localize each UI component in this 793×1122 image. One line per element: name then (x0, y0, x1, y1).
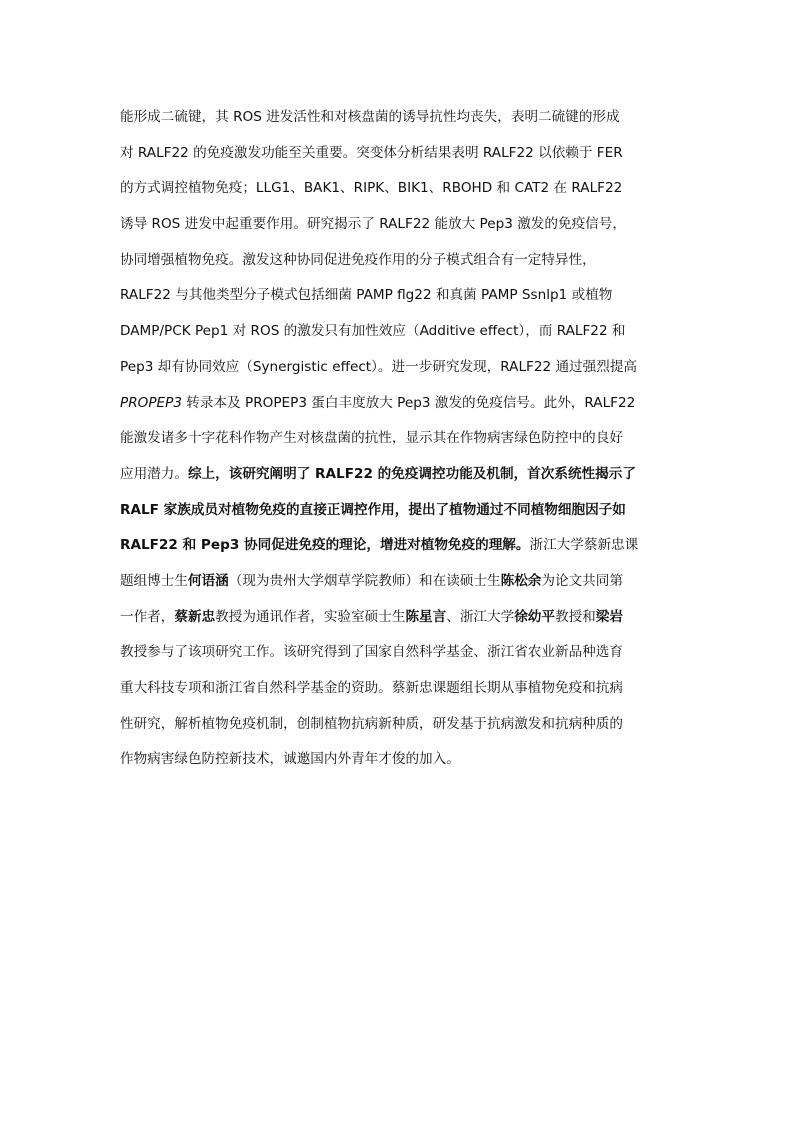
text-run: 的方式调控植物免疫；LLG1、BAK1、RIPK、BIK1、RBOHD 和 CAT2 在 RALF22 (120, 180, 623, 197)
text-line (120, 425, 676, 461)
text-line (120, 140, 676, 176)
text-line (120, 711, 676, 747)
text-run: 性研究，解析植物免疫机制，创制植物抗病新种质，研发基于抗病激发和抗病种质的 (120, 715, 623, 732)
text-run: DAMP/PCK Pep1 对 ROS 的激发只有加性效应（Additive effect），而 RALF22 和 (120, 323, 626, 340)
bold-text: 徐幼平 (514, 608, 555, 625)
bold-text: 蔡新忠 (174, 608, 216, 625)
text-run: （现为贵州大学烟草学院教师）和在读硕士生 (228, 572, 501, 589)
text-run: 重大科技专项和浙江省自然科学基金的资助。蔡新忠课题组长期从事植物免疫和抗病 (120, 680, 623, 696)
text-run: 转录本及 PROPEP3 蛋白丰度放大 Pep3 激发的免疫信号。此外，RALF22 (181, 394, 636, 411)
text-line (120, 247, 676, 283)
bold-text: RALF22 和 Pep3 协同促进免疫的理论，增进对植物免疫的理解。 (120, 537, 530, 554)
text-run: 、浙江大学 (446, 608, 515, 625)
text-run: 为论文共同第 (541, 572, 623, 589)
bold-text: RALF 家族成员对植物免疫的直接正调控作用，提出了植物通过不同植物细胞因子如 (120, 501, 626, 518)
bold-text: 陈松余 (500, 572, 542, 589)
bold-text: 综上，该研究阐明了 RALF22 的免疫调控功能及机制，首次系统性揭示了 (187, 465, 636, 482)
text-line (120, 211, 676, 247)
text-line (120, 568, 676, 604)
text-run: 浙江大学蔡新忠课 (529, 537, 639, 554)
text-run: 应用潜力。 (120, 465, 188, 482)
text-run: 一作者， (120, 608, 175, 625)
text-run: 对 RALF22 的免疫激发功能至关重要。突变体分析结果表明 RALF22 以依赖于 FER (120, 144, 623, 161)
text-run: RALF22 与其他类型分子模式包括细菌 PAMP flg22 和真菌 PAMP Ssnlp1 或植物 (120, 287, 613, 304)
bold-text: 陈星言 (405, 608, 447, 625)
text-run: 题组博士生 (120, 572, 188, 589)
text-line (120, 175, 676, 211)
italic-text: PROPEP3 (120, 394, 182, 411)
text-line (120, 639, 676, 675)
text-line (120, 497, 676, 533)
text-run: 协同增强植物免疫。激发这种协同促进免疫作用的分子模式组合有一定特异性， (120, 251, 596, 268)
text-run: 教授为通讯作者，实验室硕士生 (215, 608, 406, 625)
bold-text: 何语涵 (187, 572, 229, 589)
text-line (120, 104, 676, 140)
text-line (120, 390, 676, 426)
text-line (120, 318, 676, 354)
text-line (120, 532, 676, 568)
text-line (120, 675, 676, 711)
text-run: Pep3 却有协同效应（Synergistic effect）。进一步研究发现，RALF22 通过强烈提高 (120, 358, 638, 375)
text-line (120, 282, 676, 318)
text-line (120, 461, 676, 497)
text-run: 能激发诸多十字花科作物产生对核盘菌的抗性，显示其在作物病害绿色防控中的良好 (120, 430, 623, 447)
text-run: 教授和 (555, 608, 596, 625)
text-line (120, 604, 676, 640)
text-line (120, 746, 676, 782)
article-body (120, 104, 676, 782)
text-run: 教授参与了该项研究工作。该研究得到了国家自然科学基金、浙江省农业新品种选育 (120, 644, 623, 661)
text-run: 诱导 ROS 进发中起重要作用。研究揭示了 RALF22 能放大 Pep3 激发的免疫信号， (120, 216, 626, 233)
text-line (120, 354, 676, 390)
text-run: 能形成二硫键，其 ROS 进发活性和对核盘菌的诱导抗性均丧失，表明二硫键的形成 (120, 109, 620, 125)
text-run: 作物病害绿色防控新技术，诚邀国内外青年才俊的加入。 (120, 751, 460, 768)
bold-text: 梁岩 (595, 608, 623, 625)
